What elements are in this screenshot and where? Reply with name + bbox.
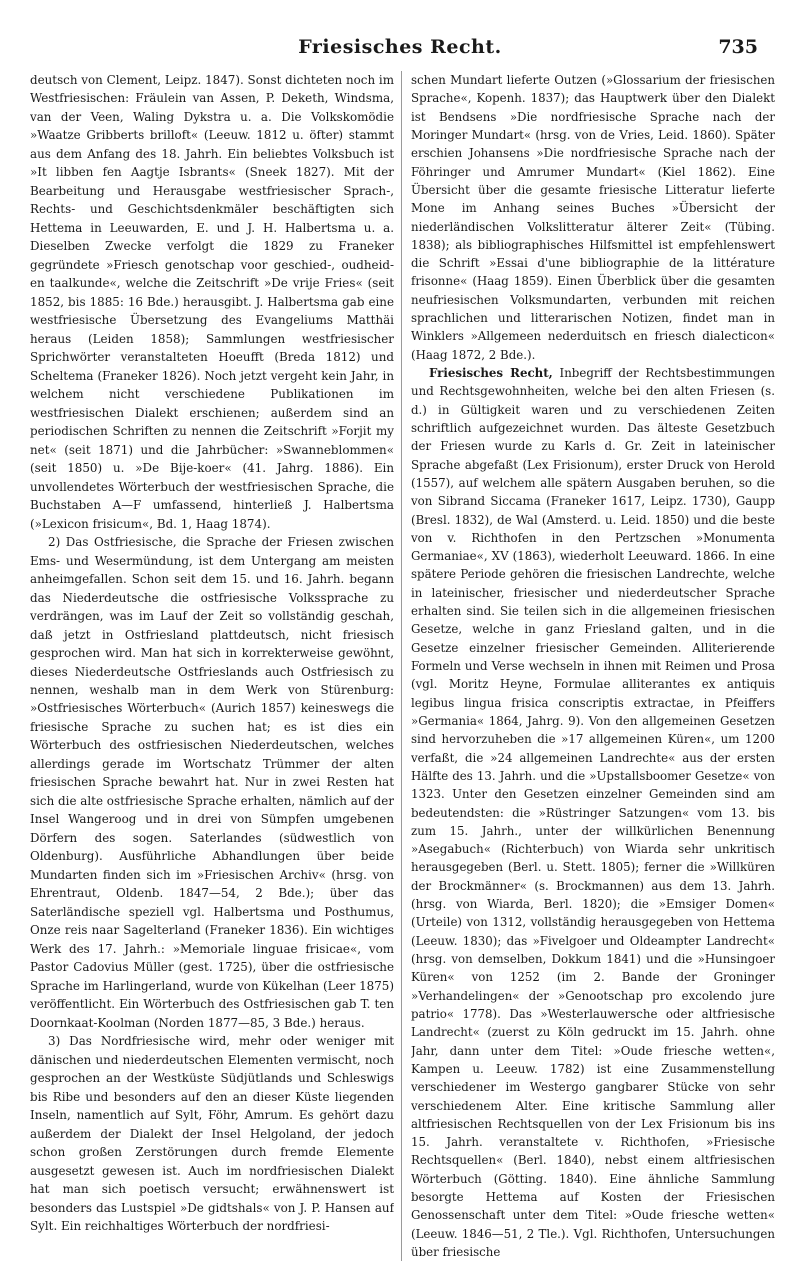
right-column [411, 71, 775, 1261]
paragraph-westfriesisch: deutsch von Clement, Leipz. 1847). Sonst dichteten noch im Westfriesischen: Fräulein van Assen, P. Deketh, Windsma, van der Veen, Waling Dykstra u. a. Die Volkskomödie »Waatze Gribberts brilloft« (Leeuw. 1812 u. öfter) stammt aus dem Anfang des 18. Jahrh. Ein beliebtes Volksbuch ist »It libben fen Aagtje Isbrants« (Sneek 1827). Mit der Bearbeitung und Herausgabe westfriesischer Sprach-, Rechts- und Geschichtsdenkmäler beschäftigten sich Hettema in Leeuwarden, E. und J. H. Halbertsma u. a. Dieselben Zwecke verfolgt die 1829 zu Franeker gegründete »Friesch genotschap voor geschied-, oudheid- en taalkunde«, welche die Zeitschrift »De vrije Fries« (seit 1852, bis 1885: 16 Bde.) herausgibt. J. Halbertsma gab eine westfriesische Übersetzung des Evangeliums Matthäi heraus (Leiden 1858); Sammlungen westfriesischer Sprichwörter veranstalteten Hoeufft (Breda 1812) und Scheltema (Franeker 1826). Noch jetzt vergeht kein Jahr, in welchem nicht verschiedene Publikationen im westfriesischen Dialekt erschienen; außerdem sind an periodischen Schriften zu nennen die Zeitschrift »Forjit my net« (seit 1871) und die Jahrbücher: »Swanneblommen« (seit 1850) u. »De Bije-koer« (41. Jahrg. 1886). Ein unvollendetes Wörterbuch der westfriesischen Sprache, die Buchstaben A—F umfassend, hinterließ J. Halbertsma (»Lexicon frisicum«, Bd. 1, Haag 1874). [30, 73, 394, 531]
page-header [30, 36, 770, 62]
column-divider [401, 71, 402, 1261]
page-number: 735 [718, 36, 758, 58]
left-column [30, 71, 394, 1261]
running-title: Friesisches Recht. [298, 36, 502, 58]
paragraph-nordfriesisch-continued: schen Mundart lieferte Outzen (»Glossarium der friesischen Sprache«, Kopenh. 1837); das Hauptwerk über den Dialekt ist Bendsens »Die nordfriesische Sprache nach der Moringer Mundart« (hrsg. von de Vries, Leid. 1860). Später erschien Johansens »Die nordfriesische Sprache nach der Föhringer und Amrumer Mundart« (Kiel 1862). Eine Übersicht über die gesamte friesische Litteratur lieferte Mone im Anhang seines Buches »Übersicht der niederländischen Volkslitteratur älterer Zeit« (Tübing. 1838); als bibliographisches Hilfsmittel ist empfehlenswert die Schrift »Essai d'une bibliographie de la littérature frisonne« (Haag 1859). Einen Überblick über die gesamten neufriesischen Volksmundarten, verbunden mit reichen sprachlichen und litterarischen Notizen, findet man in Winklers »Allgemeen nederduitsch en friesch dialecticon« (Haag 1872, 2 Bde.). [411, 73, 775, 362]
entry-headword: Friesisches Recht, [429, 366, 553, 380]
paragraph-ostfriesisch: 2) Das Ostfriesische, die Sprache der Friesen zwischen Ems- und Wesermündung, ist dem Untergang am meisten anheimgefallen. Schon seit dem 15. und 16. Jahrh. begann das Niederdeutsche die ostfriesische Volkssprache zu verdrängen, was im Lauf der Zeit so vollständig geschah, daß jetzt in Ostfriesland plattdeutsch, nicht friesisch gesprochen wird. Man hat sich in korrekterweise gewöhnt, dieses Niederdeutsche Ostfrieslands auch Ostfriesisch zu nennen, weshalb man in dem Werk von Stürenburg: »Ostfriesisches Wörterbuch« (Aurich 1857) keineswegs die friesische Sprache zu suchen hat; es ist dies ein Wörterbuch des ostfriesischen Niederdeutschen, welches allerdings gerade im Wortschatz Trümmer der alten friesischen Sprache bewahrt hat. Nur in zwei Resten hat sich die alte ostfriesische Sprache erhalten, nämlich auf der Insel Wangeroog und in drei von Sümpfen umgebenen Dörfern des sogen. Saterlandes (südwestlich von Oldenburg). Ausführliche Abhandlungen über beide Mundarten finden sich im »Friesischen Archiv« (hrsg. von Ehrentraut, Oldenb. 1847—54, 2 Bde.); über das Saterländische speziell vgl. Halbertsma und Posthumus, Onze reis naar Sagelterland (Franeker 1836). Ein wichtiges Werk des 17. Jahrh.: »Memoriale linguae frisicae«, vom Pastor Cadovius Müller (gest. 1725), über die ostfriesische Sprache im Harlingerland, wurde von Kükelhan (Leer 1875) veröffentlicht. Ein Wörterbuch des Ostfriesischen gab T. ten Doornkaat-Koolman (Norden 1877—85, 3 Bde.) heraus. [30, 535, 394, 1030]
entry-friesisches-recht [411, 364, 775, 1261]
paragraph-nordfriesisch: 3) Das Nordfriesische wird, mehr oder weniger mit dänischen und niederdeutschen Elementen vermischt, noch gesprochen an der Westküste Südjütlands und Schleswigs bis Ribe und besonders auf den an dieser Küste liegenden Inseln, namentlich auf Sylt, Föhr, Amrum. Es gehört dazu außerdem der Dialekt der Insel Helgoland, der jedoch schon großen Zerstörungen durch fremde Elemente ausgesetzt gewesen ist. Auch im nordfriesischen Dialekt hat man sich poetisch versucht; erwähnenswert ist besonders das Lustspiel »De gidtshals« von J. P. Hansen auf Sylt. Ein reichhaltiges Wörterbuch der nordfriesi- [30, 1034, 394, 1234]
entry-text: Inbegriff der Rechtsbestimmungen und Rechtsgewohnheiten, welche bei den alten Friesen (s. d.) in Gültigkeit waren und zu verschiedenen Zeiten schriftlich aufgezeichnet wurden. Das älteste Gesetzbuch der Friesen wurde zu Karls d. Gr. Zeit in lateinischer Sprache abgefaßt (Lex Frisionum), erster Druck von Herold (1557), auf welchem alle spätern Ausgaben beruhen, so die von Sibrand Siccama (Franeker 1617, Leipz. 1730), Gaupp (Bresl. 1832), de Wal (Amsterd. u. Leid. 1850) und die beste von v. Richthofen in den Pertzschen »Monumenta Germaniae«, XV (1863), wiederholt Leeuward. 1866. In eine spätere Periode gehören die friesischen Landrechte, welche in lateinischer, friesischer und niederdeutscher Sprache erhalten sind. Sie teilen sich in die allgemeinen friesischen Gesetze, welche in ganz Friesland galten, und in die Gesetze einzelner friesischer Gemeinden. Alliterierende Formeln und Verse wechseln in ihnen mit Reimen und Prosa (vgl. Moritz Heyne, Formulae alliterantes ex antiquis legibus lingua frisica conscriptis extractae, in Pfeiffers »Germania« 1864, Jahrg. 9). Von den allgemeinen Gesetzen sind hervorzuheben die »17 allgemeinen Küren«, um 1200 verfaßt, die »24 allgemeinen Landrechte« aus der ersten Hälfte des 13. Jahrh. und die »Upstallsboomer Gesetze« von 1323. Unter den Gesetzen einzelner Gemeinden sind am bedeutendsten: die »Rüstringer Satzungen« vom 13. bis zum 15. Jahrh., unter der willkürlichen Benennung »Asegabuch« (Richterbuch) von Wiarda sehr unkritisch herausgegeben (Berl. u. Stett. 1805); ferner die »Willküren der Brockmänner« (s. Brockmannen) aus dem 13. Jahrh. (hrsg. von Wiarda, Berl. 1820); die »Emsiger Domen« (Urteile) von 1312, vollständig herausgegeben von Hettema (Leeuw. 1830); das »Fivelgoer und Oldeampter Landrecht« (hrsg. von demselben, Dokkum 1841) und die »Hunsingoer Küren« von 1252 (im 2. Bande der Groninger »Verhandelingen« der »Genootschap pro excolendo jure patrio« 1778). Das »Westerlauwersche oder altfriesische Landrecht« (zuerst zu Köln gedruckt im 15. Jahrh. ohne Jahr, dann unter dem Titel: »Oude friesche wetten«, Kampen u. Leeuw. 1782) ist eine Zusammenstellung verschiedener im Westergo gangbarer Stücke von sehr verschiedenem Alter. Eine kritische Sammlung aller altfriesischen Rechtsquellen von der Lex Frisionum bis ins 15. Jahrh. veranstaltete v. Richthofen, »Friesische Rechtsquellen« (Berl. 1840), nebst einem altfriesischen Wörterbuch (Götting. 1840). Eine ähnliche Sammlung besorgte Hettema auf Kosten der Friesischen Genossenschaft unter dem Titel: »Oude friesche wetten« (Leeuw. 1846—51, 2 Tle.). Vgl. Richthofen, Untersuchungen über friesische [411, 366, 775, 1259]
